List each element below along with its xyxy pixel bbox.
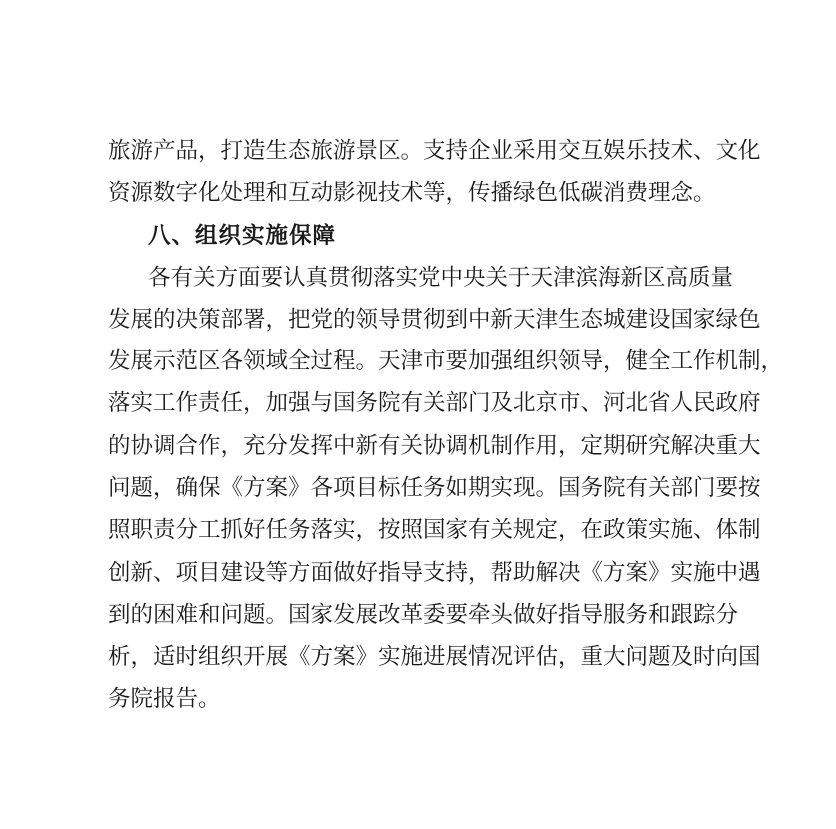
body-text-line: 的协调合作，充分发挥中新有关协调机制作用，定期研究解决重大 xyxy=(108,433,761,459)
body-text-line: 到的困难和问题。国家发展改革委要牵头做好指导服务和跟踪分 xyxy=(108,602,739,628)
body-text-line: 照职责分工抓好任务落实，按照国家有关规定，在政策实施、体制 xyxy=(108,517,761,543)
body-text-line: 务院报告。 xyxy=(108,686,221,712)
section-heading: 八、组织实施保障 xyxy=(148,223,337,249)
body-text-line: 各有关方面要认真贯彻落实党中央关于天津滨海新区高质量 xyxy=(148,265,734,291)
body-text-line: 旅游产品，打造生态旅游景区。支持企业采用交互娱乐技术、文化 xyxy=(108,138,761,164)
body-text-line: 资源数字化处理和互动影视技术等，传播绿色低碳消费理念。 xyxy=(108,180,716,206)
body-text-line: 创新、项目建设等方面做好指导支持，帮助解决《方案》实施中遇 xyxy=(108,560,761,586)
body-text-line: 落实工作责任，加强与国务院有关部门及北京市、河北省人民政府 xyxy=(108,390,761,416)
body-text-line: 问题，确保《方案》各项目标任务如期实现。国务院有关部门要按 xyxy=(108,475,761,501)
body-text-line: 发展示范区各领域全过程。天津市要加强组织领导，健全工作机制， xyxy=(108,348,784,374)
body-text-line: 析，适时组织开展《方案》实施进展情况评估，重大问题及时向国 xyxy=(108,644,761,670)
body-text-line: 发展的决策部署，把党的领导贯彻到中新天津生态城建设国家绿色 xyxy=(108,307,761,333)
